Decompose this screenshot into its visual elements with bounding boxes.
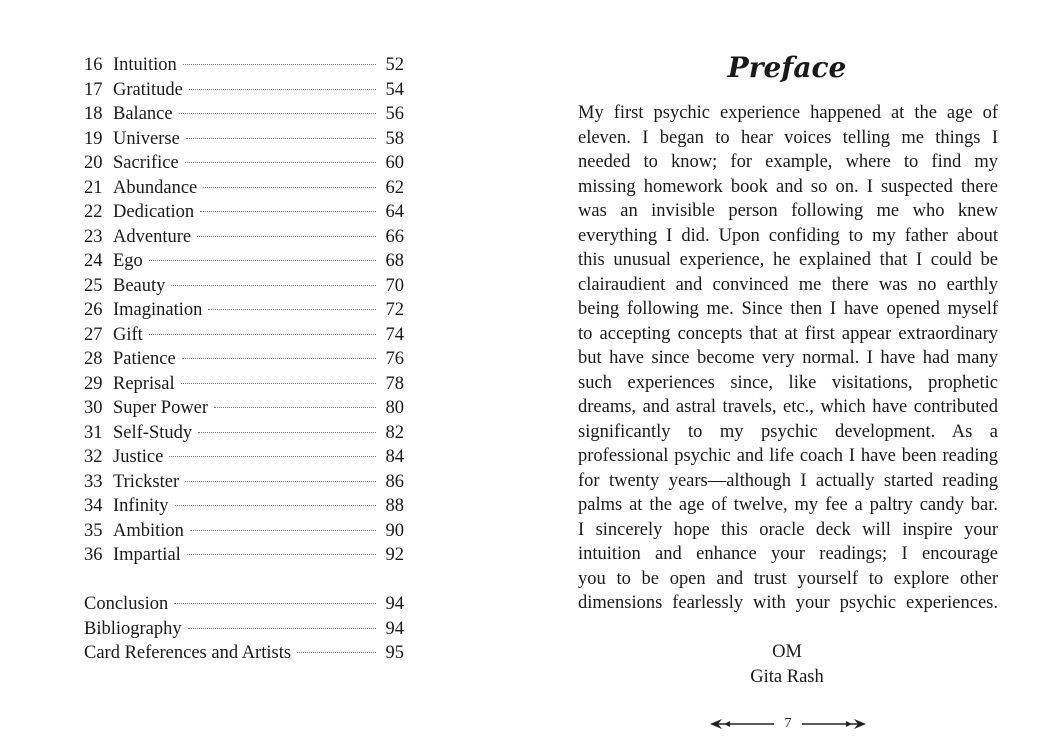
toc-entry bbox=[84, 494, 404, 519]
table-of-contents bbox=[84, 53, 404, 666]
toc-dot-leader bbox=[171, 284, 376, 286]
preface-line: to accepting concepts that at first appear extraordinary bbox=[578, 323, 998, 344]
toc-entry bbox=[84, 323, 404, 348]
toc-entry-title: Ego bbox=[113, 251, 143, 271]
preface-line: was an invisible person following me who knew bbox=[578, 201, 998, 221]
toc-entry-title: Gratitude bbox=[113, 79, 183, 100]
toc-entry-page: 94 bbox=[385, 594, 404, 614]
preface-line: this unusual experience, he explained that I could be bbox=[578, 250, 998, 270]
toc-entry-number: 30 bbox=[84, 398, 103, 418]
toc-entry-number: 35 bbox=[84, 520, 103, 541]
preface-line: such experiences since, like visitations, prophetic bbox=[578, 372, 998, 393]
toc-entry-title: Universe bbox=[113, 128, 180, 149]
toc-entry-number: 36 bbox=[84, 545, 103, 565]
toc-dot-leader bbox=[189, 88, 376, 90]
toc-entry bbox=[84, 470, 404, 495]
toc-entry-title: Justice bbox=[113, 447, 164, 467]
preface-line: but have since become very normal. I have had many bbox=[578, 348, 998, 368]
toc-entry-title: Gift bbox=[113, 324, 143, 345]
toc-entry bbox=[84, 151, 404, 176]
toc-entry-page: 72 bbox=[385, 300, 404, 320]
toc-dot-leader bbox=[297, 651, 376, 653]
toc-entry-number: 23 bbox=[84, 226, 103, 247]
toc-entry-number: 25 bbox=[84, 275, 103, 296]
toc-entry bbox=[84, 225, 404, 250]
toc-entry bbox=[84, 274, 404, 299]
toc-entry-title: Imagination bbox=[113, 300, 203, 320]
toc-entry-title: Reprisal bbox=[113, 373, 175, 394]
toc-entry-number: 34 bbox=[84, 496, 103, 516]
toc-entry bbox=[84, 200, 404, 225]
toc-entry-number: 17 bbox=[84, 79, 103, 100]
preface-line: palms at the age of twelve, my fee a paltry candy bar. bbox=[578, 495, 998, 515]
preface-line: dimensions fearlessly with your psychic experiences. bbox=[578, 593, 998, 613]
toc-entry bbox=[84, 102, 404, 127]
toc-dot-leader bbox=[198, 431, 376, 433]
toc-entry-page: 86 bbox=[385, 471, 404, 492]
toc-entry-page: 92 bbox=[385, 545, 404, 565]
toc-entry-page: 94 bbox=[385, 618, 404, 639]
toc-dot-leader bbox=[183, 63, 376, 65]
toc-entry bbox=[84, 347, 404, 372]
preface-line: everything I did. Upon confiding to my father about bbox=[578, 225, 998, 246]
toc-entry-page: 68 bbox=[385, 251, 404, 271]
toc-entry-number: 27 bbox=[84, 324, 103, 345]
toc-entry bbox=[84, 592, 404, 617]
toc-entry-number: 22 bbox=[84, 202, 103, 222]
toc-dot-leader bbox=[181, 382, 376, 384]
toc-entry bbox=[84, 445, 404, 470]
toc-entry-page: 84 bbox=[385, 447, 404, 467]
toc-entry bbox=[84, 372, 404, 397]
preface-line: professional psychic and life coach I have been reading bbox=[578, 446, 998, 466]
toc-dot-leader bbox=[197, 235, 376, 237]
toc-entry-number: 32 bbox=[84, 447, 103, 467]
toc-entry bbox=[84, 249, 404, 274]
toc-entry-page: 66 bbox=[385, 226, 404, 247]
toc-entry-title: Bibliography bbox=[84, 618, 182, 639]
toc-entry bbox=[84, 641, 404, 666]
toc-entry bbox=[84, 396, 404, 421]
toc-entry-title: Self-Study bbox=[113, 422, 193, 443]
toc-entry bbox=[84, 78, 404, 103]
toc-entry-page: 76 bbox=[385, 349, 404, 369]
preface-line: needed to know; for example, where to find my bbox=[578, 152, 998, 172]
toc-dot-leader bbox=[175, 504, 377, 506]
toc-entry-page: 58 bbox=[385, 128, 404, 149]
toc-dot-leader bbox=[185, 161, 376, 163]
toc-entry-page: 54 bbox=[385, 79, 404, 100]
toc-dot-leader bbox=[179, 112, 376, 114]
toc-dot-leader bbox=[214, 406, 376, 408]
toc-dot-leader bbox=[188, 627, 376, 629]
toc-dot-leader bbox=[186, 137, 376, 139]
toc-entry-number: 19 bbox=[84, 128, 103, 149]
toc-entry-page: 74 bbox=[385, 324, 404, 345]
toc-entry-page: 56 bbox=[385, 104, 404, 124]
toc-entry-number: 24 bbox=[84, 251, 103, 271]
preface-line: intuition and enhance your readings; I encourage bbox=[578, 544, 998, 564]
toc-entry-title: Dedication bbox=[113, 202, 195, 222]
toc-dot-leader bbox=[149, 333, 376, 335]
preface-line: for twenty years—although I actually started reading bbox=[578, 470, 998, 491]
signoff-om: OM bbox=[772, 642, 802, 662]
toc-entry-title: Impartial bbox=[113, 545, 181, 565]
preface-line: My first psychic experience happened at the age of bbox=[578, 103, 998, 123]
toc-entry bbox=[84, 127, 404, 152]
preface-line: you to be open and trust yourself to explore other bbox=[578, 568, 998, 589]
toc-entry-title: Sacrifice bbox=[113, 153, 179, 173]
toc-entry-title: Conclusion bbox=[84, 594, 169, 614]
toc-entry-page: 90 bbox=[385, 520, 404, 541]
toc-entry-title: Beauty bbox=[113, 275, 166, 296]
toc-entry bbox=[84, 617, 404, 642]
toc-entry-title: Infinity bbox=[113, 496, 169, 516]
preface-line: dreams, and astral travels, etc., which have contributed bbox=[578, 397, 998, 417]
author-name: Gita Rash bbox=[750, 666, 824, 687]
toc-entry-page: 52 bbox=[385, 55, 404, 75]
toc-dot-leader bbox=[200, 210, 376, 212]
toc-entry-number: 21 bbox=[84, 177, 103, 198]
toc-entry-title: Patience bbox=[113, 349, 176, 369]
toc-entry bbox=[84, 53, 404, 78]
toc-entry-page: 62 bbox=[385, 177, 404, 198]
toc-dot-leader bbox=[169, 455, 376, 457]
toc-entry-title: Abundance bbox=[113, 177, 198, 198]
toc-dot-leader bbox=[203, 186, 376, 188]
toc-entry-number: 29 bbox=[84, 373, 103, 394]
preface-heading: Preface bbox=[727, 51, 847, 84]
toc-dot-leader bbox=[149, 259, 376, 261]
toc-entry bbox=[84, 519, 404, 544]
toc-entry-number: 20 bbox=[84, 153, 103, 173]
toc-entry-number: 33 bbox=[84, 471, 103, 492]
toc-entry bbox=[84, 298, 404, 323]
toc-entry bbox=[84, 421, 404, 446]
toc-back-matter-list bbox=[84, 592, 404, 666]
preface-line: clairaudient and convinced me there was no earthly bbox=[578, 274, 998, 295]
toc-entry-title: Balance bbox=[113, 104, 173, 124]
toc-entry-number: 26 bbox=[84, 300, 103, 320]
toc-entry-page: 78 bbox=[385, 373, 404, 394]
toc-dot-leader bbox=[190, 529, 376, 531]
toc-entry-page: 95 bbox=[385, 643, 404, 663]
right-arrow-ornament-icon bbox=[800, 712, 868, 736]
toc-dot-leader bbox=[208, 308, 376, 310]
toc-entry-title: Card References and Artists bbox=[84, 643, 292, 663]
toc-entry-title: Adventure bbox=[113, 226, 192, 247]
toc-entry-page: 80 bbox=[385, 398, 404, 418]
signoff-block bbox=[576, 640, 998, 689]
toc-dot-leader bbox=[187, 553, 376, 555]
toc-entry-number: 31 bbox=[84, 422, 103, 443]
toc-dot-leader bbox=[174, 602, 376, 604]
preface-line: missing homework book and so on. I suspected there bbox=[578, 176, 998, 197]
toc-entry-title: Super Power bbox=[113, 398, 209, 418]
toc-entry-number: 18 bbox=[84, 104, 103, 124]
toc-entry-page: 82 bbox=[385, 422, 404, 443]
toc-entry bbox=[84, 543, 404, 568]
toc-entry-title: Intuition bbox=[113, 55, 177, 75]
toc-entry-title: Ambition bbox=[113, 520, 184, 541]
preface-line: significantly to my psychic development. As a bbox=[578, 421, 998, 442]
toc-dot-leader bbox=[185, 480, 376, 482]
preface-line: being following me. Since then I have opened myself bbox=[578, 299, 998, 319]
page-footer bbox=[708, 712, 868, 736]
toc-entry-number: 16 bbox=[84, 55, 103, 75]
toc-entry-page: 64 bbox=[385, 202, 404, 222]
preface-body bbox=[578, 101, 998, 616]
toc-chapter-list bbox=[84, 53, 404, 568]
preface-line: eleven. I began to hear voices telling me things I bbox=[578, 127, 998, 148]
preface-line: I sincerely hope this oracle deck will inspire your bbox=[578, 519, 998, 540]
toc-dot-leader bbox=[182, 357, 376, 359]
toc-entry-page: 60 bbox=[385, 153, 404, 173]
toc-entry bbox=[84, 176, 404, 201]
toc-entry-title: Trickster bbox=[113, 471, 180, 492]
toc-entry-page: 70 bbox=[385, 275, 404, 296]
page-number: 7 bbox=[784, 716, 792, 731]
toc-entry-page: 88 bbox=[385, 496, 404, 516]
toc-entry-number: 28 bbox=[84, 349, 103, 369]
